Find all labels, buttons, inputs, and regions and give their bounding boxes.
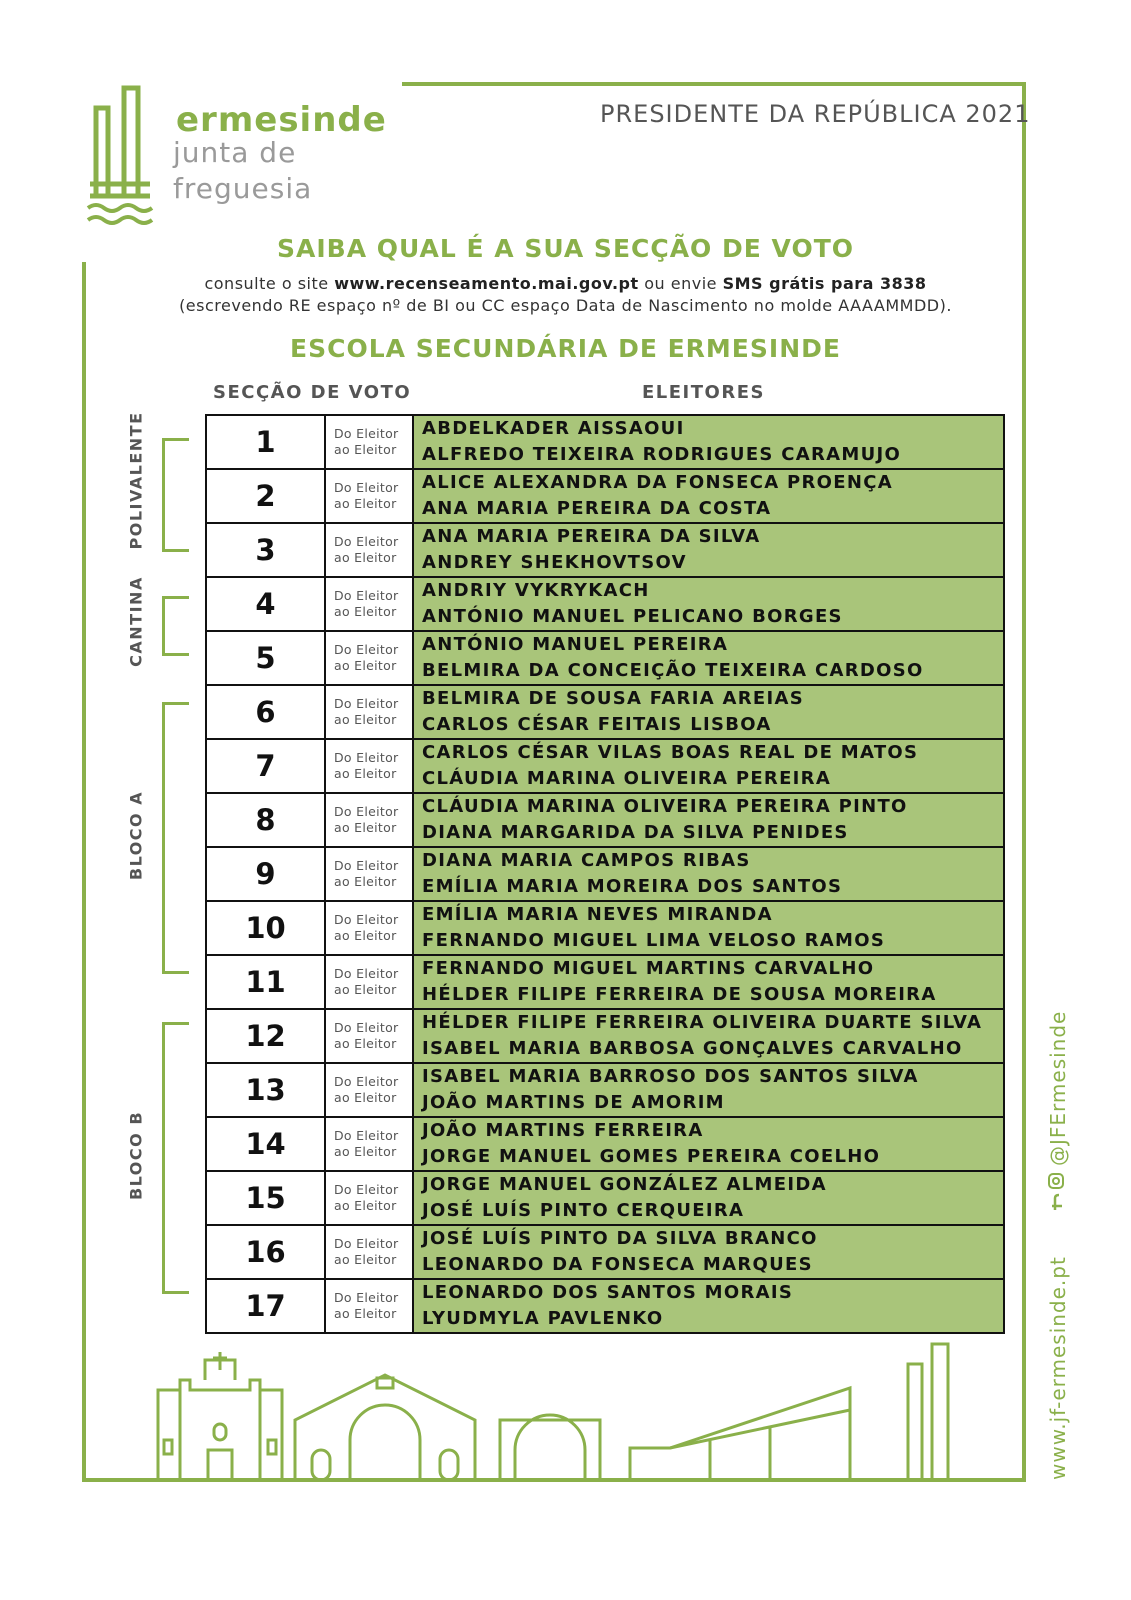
range-labels [325,469,413,523]
last-voter: DIANA MARGARIDA DA SILVA PENIDES [422,822,849,843]
section-row [206,685,1004,739]
bracket-bloco-a [162,702,189,974]
section-number: 12 [206,1009,325,1063]
to-label: ao Eleitor [334,820,397,835]
chimney-logo-icon [86,84,156,234]
last-voter: EMÍLIA MARIA MOREIRA DOS SANTOS [422,876,843,897]
to-label: ao Eleitor [334,1198,397,1213]
from-label: Do Eleitor [334,480,399,495]
range-labels [325,415,413,469]
voter-range [413,469,1004,523]
first-voter: EMÍLIA MARIA NEVES MIRANDA [422,904,773,925]
voting-sections-table [205,414,1005,1334]
first-voter: ANA MARIA PEREIRA DA SILVA [422,526,761,547]
last-voter: BELMIRA DA CONCEIÇÃO TEIXEIRA CARDOSO [422,660,924,681]
from-label: Do Eleitor [334,642,399,657]
last-voter: ANDREY SHEKHOVTSOV [422,552,687,573]
voter-range [413,1117,1004,1171]
section-row [206,793,1004,847]
section-row [206,901,1004,955]
from-label: Do Eleitor [334,1128,399,1143]
group-label-cantina: CANTINA [126,576,146,667]
voter-range [413,955,1004,1009]
from-label: Do Eleitor [334,912,399,927]
voter-range [413,577,1004,631]
from-label: Do Eleitor [334,858,399,873]
group-label-polivalente: POLIVALENTE [126,411,146,550]
last-voter: LYUDMYLA PAVLENKO [422,1308,664,1329]
section-row [206,1225,1004,1279]
first-voter: JOÃO MARTINS FERREIRA [422,1120,704,1141]
section-number: 13 [206,1063,325,1117]
range-labels [325,955,413,1009]
last-voter: ANA MARIA PEREIRA DA COSTA [422,498,772,519]
range-labels [325,685,413,739]
bracket-bloco-b [162,1022,189,1294]
range-labels [325,1225,413,1279]
voter-range [413,631,1004,685]
frame-top [402,82,1026,86]
range-labels [325,793,413,847]
to-label: ao Eleitor [334,658,397,673]
from-label: Do Eleitor [334,1182,399,1197]
section-row [206,631,1004,685]
from-label: Do Eleitor [334,750,399,765]
from-label: Do Eleitor [334,1074,399,1089]
first-voter: JORGE MANUEL GONZÁLEZ ALMEIDA [422,1174,827,1195]
voter-range [413,847,1004,901]
instructions: (escrevendo RE espaço nº de BI ou CC espaço Data de Nascimento no molde AAAAMMDD). [179,296,952,315]
section-number: 1 [206,415,325,469]
first-voter: DIANA MARIA CAMPOS RIBAS [422,850,751,871]
facebook-instagram-icon [1046,1172,1066,1212]
section-row [206,1063,1004,1117]
section-row [206,523,1004,577]
first-voter: ISABEL MARIA BARROSO DOS SANTOS SILVA [422,1066,919,1087]
voter-range [413,1009,1004,1063]
election-title: PRESIDENTE DA REPÚBLICA 2021 [600,100,1031,128]
range-labels [325,1117,413,1171]
section-column-header: SECÇÃO DE VOTO [213,382,412,403]
section-number: 9 [206,847,325,901]
last-voter: FERNANDO MIGUEL LIMA VELOSO RAMOS [422,930,886,951]
bracket-cantina [162,596,189,656]
range-labels [325,901,413,955]
from-label: Do Eleitor [334,1236,399,1251]
last-voter: ISABEL MARIA BARBOSA GONÇALVES CARVALHO [422,1038,963,1059]
to-label: ao Eleitor [334,766,397,781]
from-label: Do Eleitor [334,588,399,603]
skyline-illustration [150,1340,970,1482]
frame-left [82,262,86,1482]
voter-range [413,739,1004,793]
voter-range [413,415,1004,469]
to-label: ao Eleitor [334,874,397,889]
section-number: 2 [206,469,325,523]
website-side-text[interactable]: www.jf-ermesinde.pt [1046,1256,1070,1480]
section-number: 10 [206,901,325,955]
to-label: ao Eleitor [334,1090,397,1105]
section-number: 7 [206,739,325,793]
bracket-polivalente [162,438,189,552]
logo-line2: junta de [173,136,297,169]
from-label: Do Eleitor [334,696,399,711]
section-row [206,1171,1004,1225]
last-voter: JORGE MANUEL GOMES PEREIRA COELHO [422,1146,881,1167]
first-voter: BELMIRA DE SOUSA FARIA AREIAS [422,688,804,709]
range-labels [325,523,413,577]
voter-range [413,1279,1004,1333]
from-label: Do Eleitor [334,426,399,441]
section-number: 6 [206,685,325,739]
range-labels [325,847,413,901]
from-label: Do Eleitor [334,966,399,981]
first-voter: ABDELKADER AISSAOUI [422,418,685,439]
section-row [206,1117,1004,1171]
first-voter: ANDRIY VYKRYKACH [422,580,650,601]
to-label: ao Eleitor [334,1252,397,1267]
section-row [206,847,1004,901]
last-voter: JOÃO MARTINS DE AMORIM [422,1092,725,1113]
consult-mid: ou envie [638,274,723,293]
last-voter: CLÁUDIA MARINA OLIVEIRA PEREIRA [422,768,832,789]
section-row [206,739,1004,793]
last-voter: JOSÉ LUÍS PINTO CERQUEIRA [422,1200,745,1221]
section-number: 5 [206,631,325,685]
to-label: ao Eleitor [334,1306,397,1321]
consult-prefix: consulte o site [204,274,335,293]
from-label: Do Eleitor [334,804,399,819]
voter-range [413,1171,1004,1225]
first-voter: ALICE ALEXANDRA DA FONSECA PROENÇA [422,472,893,493]
voter-range [413,1063,1004,1117]
range-labels [325,1009,413,1063]
first-voter: JOSÉ LUÍS PINTO DA SILVA BRANCO [422,1228,818,1249]
first-voter: CARLOS CÉSAR VILAS BOAS REAL DE MATOS [422,742,919,763]
to-label: ao Eleitor [334,496,397,511]
to-label: ao Eleitor [334,1144,397,1159]
section-number: 3 [206,523,325,577]
section-number: 11 [206,955,325,1009]
section-number: 17 [206,1279,325,1333]
last-voter: ALFREDO TEIXEIRA RODRIGUES CARAMUJO [422,444,902,465]
voter-range [413,1225,1004,1279]
section-row [206,1009,1004,1063]
section-row [206,577,1004,631]
to-label: ao Eleitor [334,550,397,565]
group-label-bloco-a: BLOCO A [126,790,146,881]
school-title: ESCOLA SECUNDÁRIA DE ERMESINDE [290,334,841,363]
section-number: 8 [206,793,325,847]
to-label: ao Eleitor [334,982,397,997]
social-handle-side-text[interactable]: @JFErmesinde [1046,1010,1070,1166]
from-label: Do Eleitor [334,1290,399,1305]
voter-range [413,901,1004,955]
last-voter: CARLOS CÉSAR FEITAIS LISBOA [422,714,772,735]
range-labels [325,631,413,685]
first-voter: LEONARDO DOS SANTOS MORAIS [422,1282,794,1303]
range-labels [325,1063,413,1117]
section-number: 14 [206,1117,325,1171]
first-voter: FERNANDO MIGUEL MARTINS CARVALHO [422,958,875,979]
first-voter: HÉLDER FILIPE FERREIRA OLIVEIRA DUARTE SILVA [422,1012,983,1033]
section-number: 4 [206,577,325,631]
first-voter: CLÁUDIA MARINA OLIVEIRA PEREIRA PINTO [422,796,908,817]
from-label: Do Eleitor [334,1020,399,1035]
last-voter: LEONARDO DA FONSECA MARQUES [422,1254,813,1275]
to-label: ao Eleitor [334,712,397,727]
voter-range [413,793,1004,847]
voter-range [413,685,1004,739]
last-voter: ANTÓNIO MANUEL PELICANO BORGES [422,606,843,627]
voter-range [413,523,1004,577]
first-voter: ANTÓNIO MANUEL PEREIRA [422,634,729,655]
section-row [206,415,1004,469]
headline: SAIBA QUAL É A SUA SECÇÃO DE VOTO [276,234,855,263]
group-label-bloco-b: BLOCO B [126,1110,146,1201]
consult-line [0,274,1131,293]
to-label: ao Eleitor [334,1036,397,1051]
section-row [206,955,1004,1009]
range-labels [325,1279,413,1333]
recenseamento-link[interactable]: www.recenseamento.mai.gov.pt [334,274,639,293]
to-label: ao Eleitor [334,604,397,619]
voters-column-header: ELEITORES [642,382,765,403]
section-number: 15 [206,1171,325,1225]
logo-line3: freguesia [173,172,313,205]
range-labels [325,577,413,631]
range-labels [325,1171,413,1225]
from-label: Do Eleitor [334,534,399,549]
last-voter: HÉLDER FILIPE FERREIRA DE SOUSA MOREIRA [422,984,937,1005]
sms-text: SMS grátis para 3838 [722,274,927,293]
range-labels [325,739,413,793]
to-label: ao Eleitor [334,442,397,457]
to-label: ao Eleitor [334,928,397,943]
logo-name: ermesinde [176,100,387,140]
section-row [206,1279,1004,1333]
section-row [206,469,1004,523]
section-number: 16 [206,1225,325,1279]
